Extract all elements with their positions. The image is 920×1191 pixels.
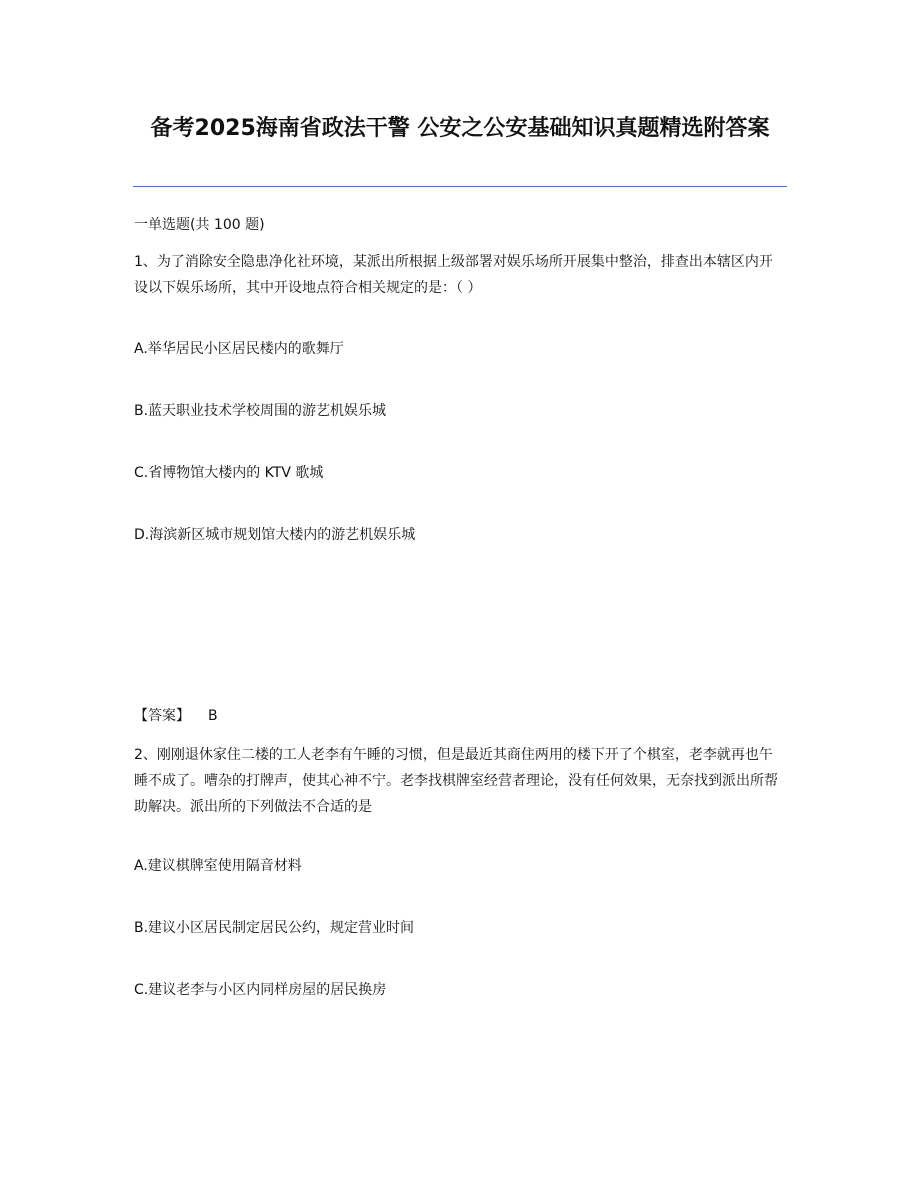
question-2-option-b: B.建议小区居民制定居民公约，规定营业时间 [134,920,415,936]
title-divider [133,186,787,187]
question-2-option-c: C.建议老李与小区内同样房屋的居民换房 [134,982,387,998]
question-2-option-a: A.建议棋牌室使用隔音材料 [134,858,302,874]
question-1-option-d: D.海滨新区城市规划馆大楼内的游艺机娱乐城 [134,527,416,543]
question-1-option-c: C.省博物馆大楼内的 KTV 歌城 [134,465,324,481]
question-1-option-b: B.蓝天职业技术学校周围的游艺机娱乐城 [134,403,387,419]
question-1-option-a: A.举华居民小区居民楼内的歌舞厅 [134,341,344,357]
section-header: 一单选题(共 100 题) [134,217,265,233]
document-title: 备考2025海南省政法干警 公安之公安基础知识真题精选附答案 [150,116,770,141]
question-1-answer [134,703,786,729]
question-1-text: 1、为了消除安全隐患净化社环境，某派出所根据上级部署对娱乐场所开展集中整治，排查出本辖区内开设以下娱乐场所，其中开设地点符合相关规定的是：（ ） [134,254,773,296]
answer-value: B [208,708,218,724]
question-2-text: 2、刚刚退休家住二楼的工人老李有午睡的习惯，但是最近其商住两用的楼下开了个棋室，老李就再也午睡不成了。嘈杂的打牌声，使其心神不宁。老李找棋牌室经营者理论，没有任何效果，无奈找到派出所帮助解决。派出所的下列做法不合适的是 [134,747,778,815]
answer-label: 【答案】 [134,708,190,724]
